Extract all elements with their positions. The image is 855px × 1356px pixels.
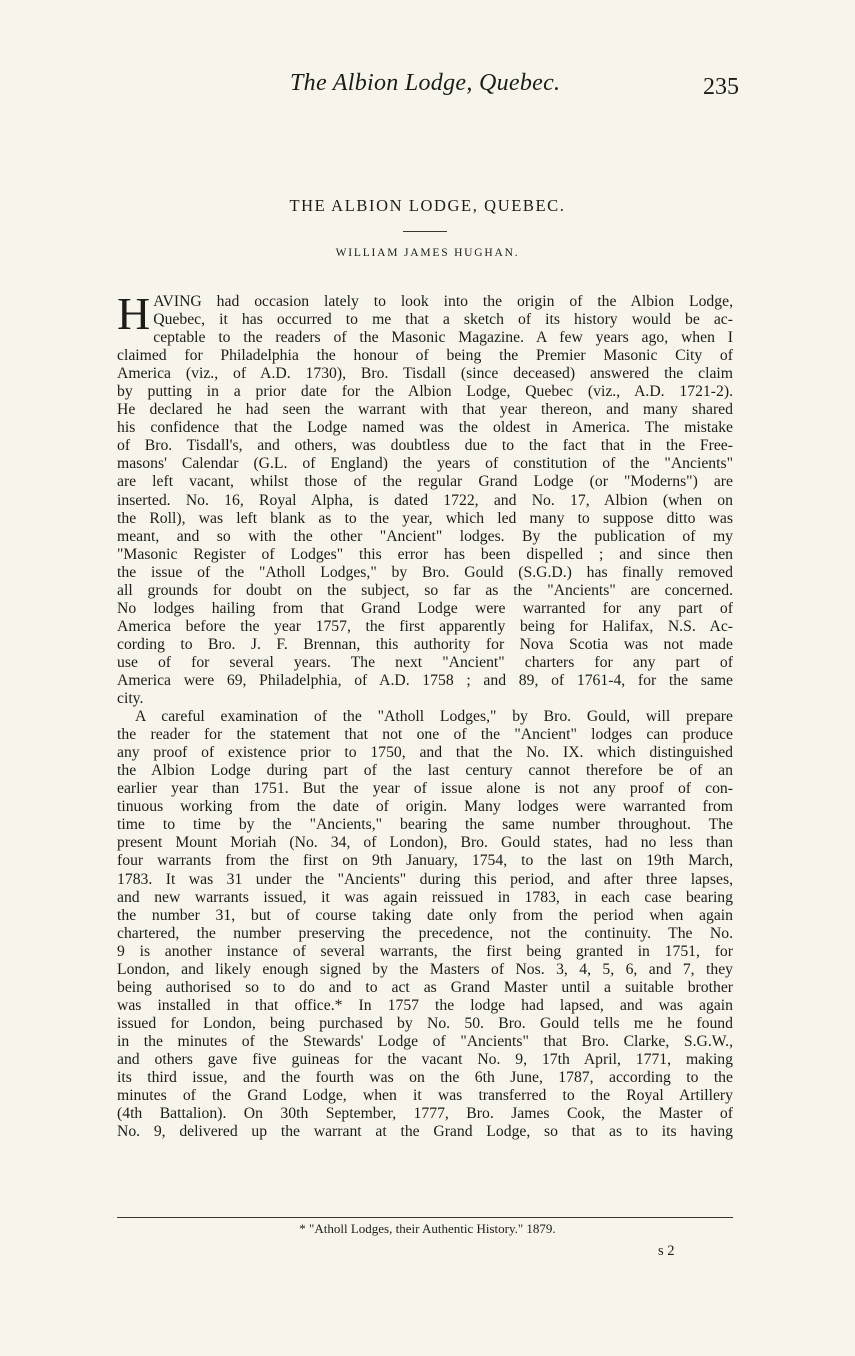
body-line: No. 9, delivered up the warrant at the Grand Lodge, so that as to its having bbox=[117, 1123, 733, 1141]
body-line: AVING had occasion lately to look into the origin of the Albion Lodge, bbox=[153, 293, 733, 310]
drop-cap: H bbox=[117, 288, 151, 339]
body-line: 1783. It was 31 under the "Ancients" during this period, and after three lapses, bbox=[117, 870, 733, 888]
body-line: of Bro. Tisdall's, and others, was doubtless due to the fact that in the Free- bbox=[117, 437, 733, 455]
title-divider bbox=[403, 231, 447, 232]
body-line: city. bbox=[117, 690, 144, 708]
body-line: chartered, the number preserving the precedence, not the continuity. The No. bbox=[117, 924, 733, 942]
body-line: meant, and so with the other "Ancient" lodges. By the publication of my bbox=[117, 527, 733, 545]
body-line: present Mount Moriah (No. 34, of London), Bro. Gould states, had no less than bbox=[117, 834, 733, 852]
body-line: minutes of the Grand Lodge, when it was transferred to the Royal Artillery bbox=[117, 1087, 733, 1105]
body-line: 9 is another instance of several warrants, the first being granted in 1751, for bbox=[117, 942, 733, 960]
body-line: and others gave five guineas for the vacant No. 9, 17th April, 1771, making bbox=[117, 1050, 733, 1068]
body-line: in the minutes of the Stewards' Lodge of "Ancients" that Bro. Clarke, S.G.W., bbox=[117, 1032, 733, 1050]
body-line: ceptable to the readers of the Masonic Magazine. A few years ago, when I bbox=[153, 329, 733, 347]
page-number: 235 bbox=[703, 74, 739, 100]
running-head bbox=[0, 70, 855, 110]
body-line: the reader for the statement that not one of the "Ancient" lodges can produce bbox=[117, 726, 733, 744]
body-line: inserted. No. 16, Royal Alpha, is dated 1722, and No. 17, Albion (when on bbox=[117, 491, 733, 509]
body-line: masons' Calendar (G.L. of England) the years of constitution of the "Ancients" bbox=[117, 455, 733, 473]
body-line: the Roll), was left blank as to the year, which led many to suppose ditto was bbox=[117, 509, 733, 527]
body-line: use of for several years. The next "Ancient" charters for any part of bbox=[117, 653, 733, 671]
body-line: his confidence that the Lodge named was the oldest in America. The mistake bbox=[117, 419, 733, 437]
body-line: the Albion Lodge during part of the last century cannot therefore be of an bbox=[117, 762, 733, 780]
body-line: any proof of existence prior to 1750, and that the No. IX. which distinguished bbox=[117, 744, 733, 762]
body-line: issued for London, being purchased by No. 50. Bro. Gould tells me he found bbox=[117, 1014, 733, 1032]
body-line: time to time by the "Ancients," bearing the same number throughout. The bbox=[117, 816, 733, 834]
body-line: claimed for Philadelphia the honour of being the Premier Masonic City of bbox=[117, 347, 733, 365]
footnote-divider bbox=[117, 1217, 733, 1218]
body-line: the issue of the "Atholl Lodges," by Bro. Gould (S.G.D.) has finally removed bbox=[117, 563, 733, 581]
article-title: THE ALBION LODGE, QUEBEC. bbox=[289, 196, 566, 215]
article-body bbox=[117, 288, 733, 1141]
body-line: tinuous working from the date of origin. Many lodges were warranted from bbox=[117, 798, 733, 816]
body-line: being authorised so to do and to act as Grand Master until a suitable brother bbox=[117, 978, 733, 996]
body-line: was installed in that office.* In 1757 the lodge had lapsed, and was again bbox=[117, 996, 733, 1014]
running-head-title: The Albion Lodge, Quebec. bbox=[290, 70, 561, 96]
body-line: "Masonic Register of Lodges" this error has been dispelled ; and since then bbox=[117, 545, 733, 563]
article-author: WILLIAM JAMES HUGHAN. bbox=[335, 247, 520, 259]
body-line: by putting in a prior date for the Albion Lodge, Quebec (viz., A.D. 1721-2). bbox=[117, 383, 733, 401]
footnote: * "Atholl Lodges, their Authentic History." 1879. bbox=[299, 1221, 556, 1236]
body-line: four warrants from the first on 9th January, 1754, to the last on 19th March, bbox=[117, 852, 733, 870]
body-line: all grounds for doubt on the subject, so far as the "Ancients" are concerned. bbox=[117, 581, 733, 599]
body-line: its third issue, and the fourth was on the 6th June, 1787, according to the bbox=[117, 1069, 733, 1087]
body-line: America (viz., of A.D. 1730), Bro. Tisdall (since deceased) answered the claim bbox=[117, 365, 733, 383]
body-line: earlier year than 1751. But the year of issue alone is not any proof of con- bbox=[117, 780, 733, 798]
signature-mark: s 2 bbox=[658, 1243, 675, 1259]
body-line: America were 69, Philadelphia, of A.D. 1758 ; and 89, of 1761-4, for the same bbox=[117, 671, 733, 689]
body-line: (4th Battalion). On 30th September, 1777, Bro. James Cook, the Master of bbox=[117, 1105, 733, 1123]
body-line: cording to Bro. J. F. Brennan, this authority for Nova Scotia was not made bbox=[117, 635, 733, 653]
body-line: London, and likely enough signed by the Masters of Nos. 3, 4, 5, 6, and 7, they bbox=[117, 960, 733, 978]
body-line: He declared he had seen the warrant with that year thereon, and many shared bbox=[117, 401, 733, 419]
body-line: are left vacant, whilst those of the regular Grand Lodge (or "Moderns") are bbox=[117, 473, 733, 491]
body-line: the number 31, but of course taking date only from the period when again bbox=[117, 906, 733, 924]
body-line: America before the year 1757, the first apparently being for Halifax, N.S. Ac- bbox=[117, 617, 733, 635]
body-line: and new warrants issued, it was again reissued in 1783, in each case bearing bbox=[117, 888, 733, 906]
body-line: Quebec, it has occurred to me that a sketch of its history would be ac- bbox=[153, 311, 733, 329]
body-line: A careful examination of the "Atholl Lodges," by Bro. Gould, will prepare bbox=[135, 708, 733, 726]
body-line: No lodges hailing from that Grand Lodge were warranted for any part of bbox=[117, 599, 733, 617]
